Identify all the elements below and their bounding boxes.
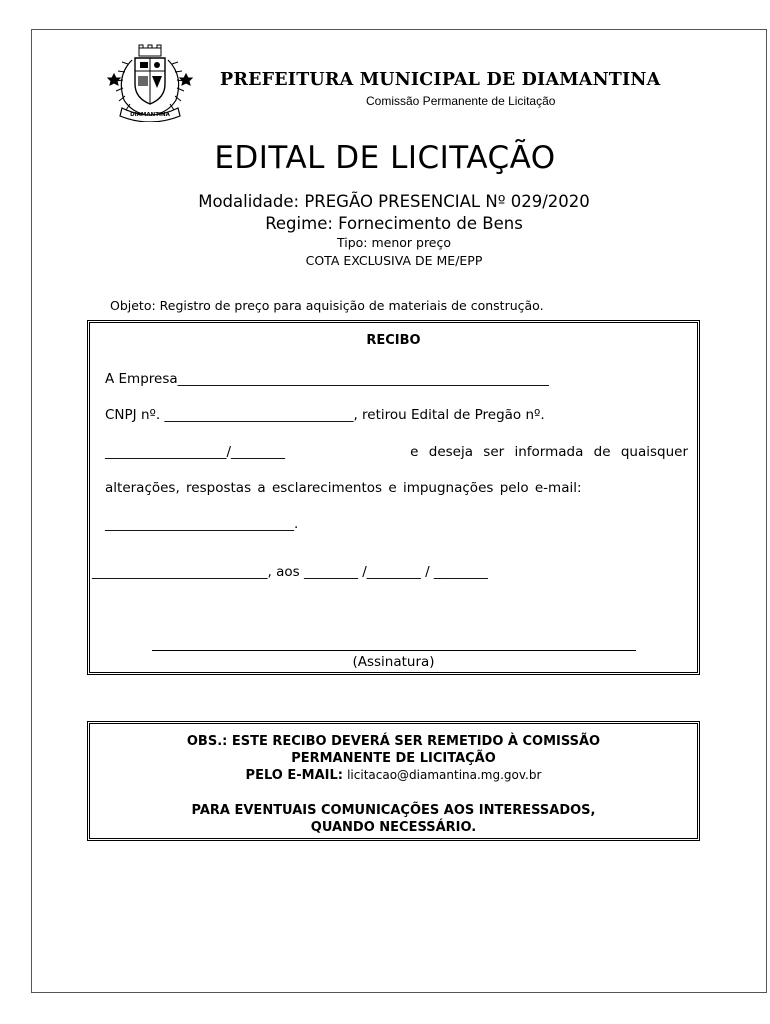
regime-line: Regime: Fornecimento de Bens [265, 214, 523, 233]
observation-box [87, 721, 700, 841]
document-title: EDITAL DE LICITAÇÃO [214, 140, 556, 176]
signature-label: (Assinatura) [352, 654, 435, 670]
receipt-box [87, 320, 700, 675]
obs-email-address: licitacao@diamantina.mg.gov.br [347, 768, 542, 782]
objeto-line: Objeto: Registro de preço para aquisição de materiais de construção. [110, 298, 544, 313]
seal-ribbon-text: DIAMANTINA [130, 112, 170, 118]
receipt-alteracoes-line: alterações, respostas a esclarecimentos e impugnações pelo e-mail: [105, 480, 582, 496]
obs-email-label: PELO E-MAIL: [245, 768, 343, 783]
obs-line-4: PARA EVENTUAIS COMUNICAÇÕES AOS INTERESSADOS, [191, 803, 596, 818]
receipt-heading: RECIBO [366, 333, 421, 348]
receipt-company-line: A Empresa_______________________________________________________ [105, 371, 549, 387]
organization-name: PREFEITURA MUNICIPAL DE DIAMANTINA [220, 70, 661, 90]
commission-name: Comissão Permanente de Licitação [366, 94, 556, 108]
signature-line [152, 650, 636, 651]
obs-line-2: PERMANENTE DE LICITAÇÃO [291, 751, 496, 766]
obs-line-5: QUANDO NECESSÁRIO. [310, 820, 477, 835]
receipt-cnpj-line: CNPJ nº. ____________________________, retirou Edital de Pregão nº. [105, 407, 545, 423]
obs-email-line [90, 768, 697, 783]
modalidade-line: Modalidade: PREGÃO PRESENCIAL Nº 029/2020 [198, 192, 590, 211]
receipt-edital-line [105, 444, 688, 460]
receipt-inform-text: e deseja ser informada de quaisquer [410, 444, 688, 460]
municipal-seal-icon [104, 44, 196, 122]
obs-line-1: OBS.: ESTE RECIBO DEVERÁ SER REMETIDO À COMISSÃO [186, 734, 601, 749]
receipt-email-blank: ____________________________. [105, 516, 299, 532]
cota-line: COTA EXCLUSIVA DE ME/EPP [305, 253, 483, 268]
receipt-edital-blank: __________________/________ [105, 444, 286, 460]
tipo-line: Tipo: menor preço [336, 235, 452, 250]
receipt-date-line: __________________________, aos ________ /________ / ________ [92, 564, 488, 580]
